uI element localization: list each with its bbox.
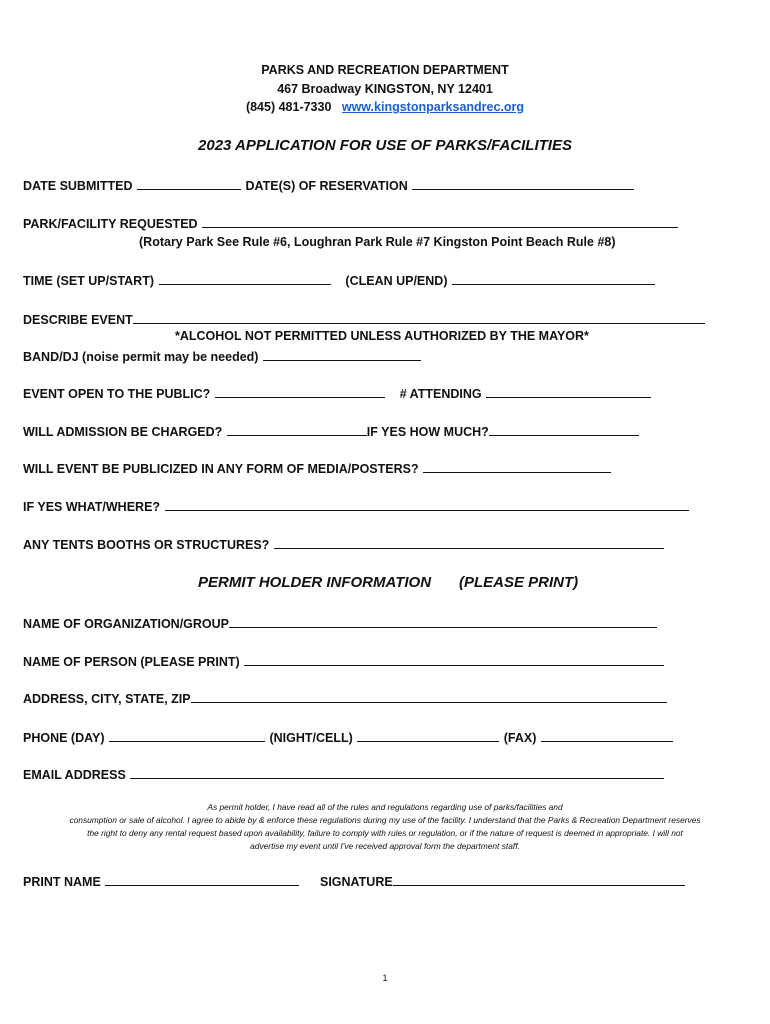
tents-field[interactable] — [274, 536, 664, 549]
describe-event-row — [23, 311, 706, 328]
describe-event-field[interactable] — [133, 311, 705, 324]
print-name-row — [23, 873, 300, 890]
form-title: 2023 APPLICATION FOR USE OF PARKS/FACILITIES — [198, 137, 572, 154]
time-setup-field[interactable] — [159, 272, 331, 285]
alcohol-note: *ALCOHOL NOT PERMITTED UNLESS AUTHORIZED BY THE MAYOR* — [175, 329, 589, 343]
attending-label: # ATTENDING — [399, 387, 482, 401]
how-much-label: IF YES HOW MUCH? — [366, 425, 489, 439]
department-phone: (845) 481-7330 — [245, 100, 332, 114]
night-cell-label: (NIGHT/CELL) — [269, 731, 353, 745]
band-dj-row — [23, 348, 422, 365]
time-setup-label: TIME (SET UP/START) — [23, 274, 155, 288]
park-facility-label: PARK/FACILITY REQUESTED — [23, 217, 198, 231]
department-contact — [0, 99, 770, 115]
email-field[interactable] — [130, 766, 664, 779]
what-where-row — [23, 498, 690, 515]
signature-field[interactable] — [393, 873, 685, 886]
agreement-line-4: advertise my event until I've received approval form the department staff. — [250, 841, 520, 851]
clean-up-label: (CLEAN UP/END) — [345, 274, 448, 288]
person-row — [23, 653, 665, 670]
fax-field[interactable] — [541, 729, 673, 742]
print-name-label: PRINT NAME — [23, 875, 101, 889]
agreement-line-1: As permit holder, I have read all of the rules and regulations regarding use of parks/facilities and — [207, 802, 563, 812]
tents-row — [23, 536, 665, 553]
dates-of-reservation-label: DATE(S) OF RESERVATION — [245, 179, 408, 193]
email-label: EMAIL ADDRESS — [23, 768, 126, 782]
time-row — [23, 272, 656, 289]
publicized-field[interactable] — [423, 460, 611, 473]
band-dj-label: BAND/DJ (noise permit may be needed) — [23, 350, 259, 364]
date-submitted-field[interactable] — [137, 177, 241, 190]
phone-row — [23, 729, 674, 746]
open-to-public-label: EVENT OPEN TO THE PUBLIC? — [23, 387, 211, 401]
agreement-line-2: consumption or sale of alcohol. I agree to abide by & enforce these regulations during my use of the facility. I understand that the Parks & Recreation Department reserves — [69, 815, 701, 825]
band-dj-field[interactable] — [263, 348, 421, 361]
date-row — [23, 177, 635, 194]
night-cell-field[interactable] — [357, 729, 499, 742]
describe-event-label: DESCRIBE EVENT — [23, 313, 133, 327]
page-number: 1 — [382, 973, 388, 983]
permit-holder-subtitle: (PLEASE PRINT) — [459, 574, 579, 591]
publicized-label: WILL EVENT BE PUBLICIZED IN ANY FORM OF MEDIA/POSTERS? — [23, 462, 419, 476]
person-field[interactable] — [244, 653, 664, 666]
what-where-field[interactable] — [165, 498, 689, 511]
organization-field[interactable] — [229, 615, 657, 628]
date-submitted-label: DATE SUBMITTED — [23, 179, 133, 193]
organization-row — [23, 615, 658, 632]
address-row — [23, 690, 668, 707]
print-name-field[interactable] — [105, 873, 299, 886]
address-field[interactable] — [191, 690, 667, 703]
admission-field[interactable] — [227, 423, 367, 436]
clean-up-field[interactable] — [452, 272, 655, 285]
phone-day-label: PHONE (DAY) — [23, 731, 105, 745]
dates-of-reservation-field[interactable] — [412, 177, 634, 190]
publicized-row — [23, 460, 612, 477]
department-name: PARKS AND RECREATION DEPARTMENT — [261, 63, 509, 77]
open-to-public-field[interactable] — [215, 385, 385, 398]
permit-holder-title: PERMIT HOLDER INFORMATION — [198, 574, 432, 591]
admission-row — [23, 423, 640, 440]
signature-row — [320, 873, 686, 890]
organization-label: NAME OF ORGANIZATION/GROUP — [23, 617, 230, 631]
department-address: 467 Broadway KINGSTON, NY 12401 — [277, 82, 493, 96]
public-row — [23, 385, 652, 402]
tents-label: ANY TENTS BOOTHS OR STRUCTURES? — [23, 538, 270, 552]
park-rules-note: (Rotary Park See Rule #6, Loughran Park Rule #7 Kingston Point Beach Rule #8) — [139, 235, 616, 249]
how-much-field[interactable] — [489, 423, 639, 436]
person-label: NAME OF PERSON (PLEASE PRINT) — [23, 655, 240, 669]
agreement-line-3: the right to deny any rental request based upon availability, failure to comply with rules or regulation, or if the nature of request is deemed in appropriate. I will not — [87, 828, 683, 838]
website-link[interactable]: www.kingstonparksandrec.org — [341, 100, 525, 114]
agreement-text — [10, 801, 760, 853]
park-facility-field[interactable] — [202, 215, 678, 228]
what-where-label: IF YES WHAT/WHERE? — [23, 500, 161, 514]
signature-label: SIGNATURE — [320, 875, 393, 889]
fax-label: (FAX) — [503, 731, 537, 745]
email-row — [23, 766, 665, 783]
address-label: ADDRESS, CITY, STATE, ZIP — [23, 692, 191, 706]
phone-day-field[interactable] — [109, 729, 265, 742]
admission-label: WILL ADMISSION BE CHARGED? — [23, 425, 223, 439]
attending-field[interactable] — [486, 385, 651, 398]
park-facility-row — [23, 215, 679, 232]
